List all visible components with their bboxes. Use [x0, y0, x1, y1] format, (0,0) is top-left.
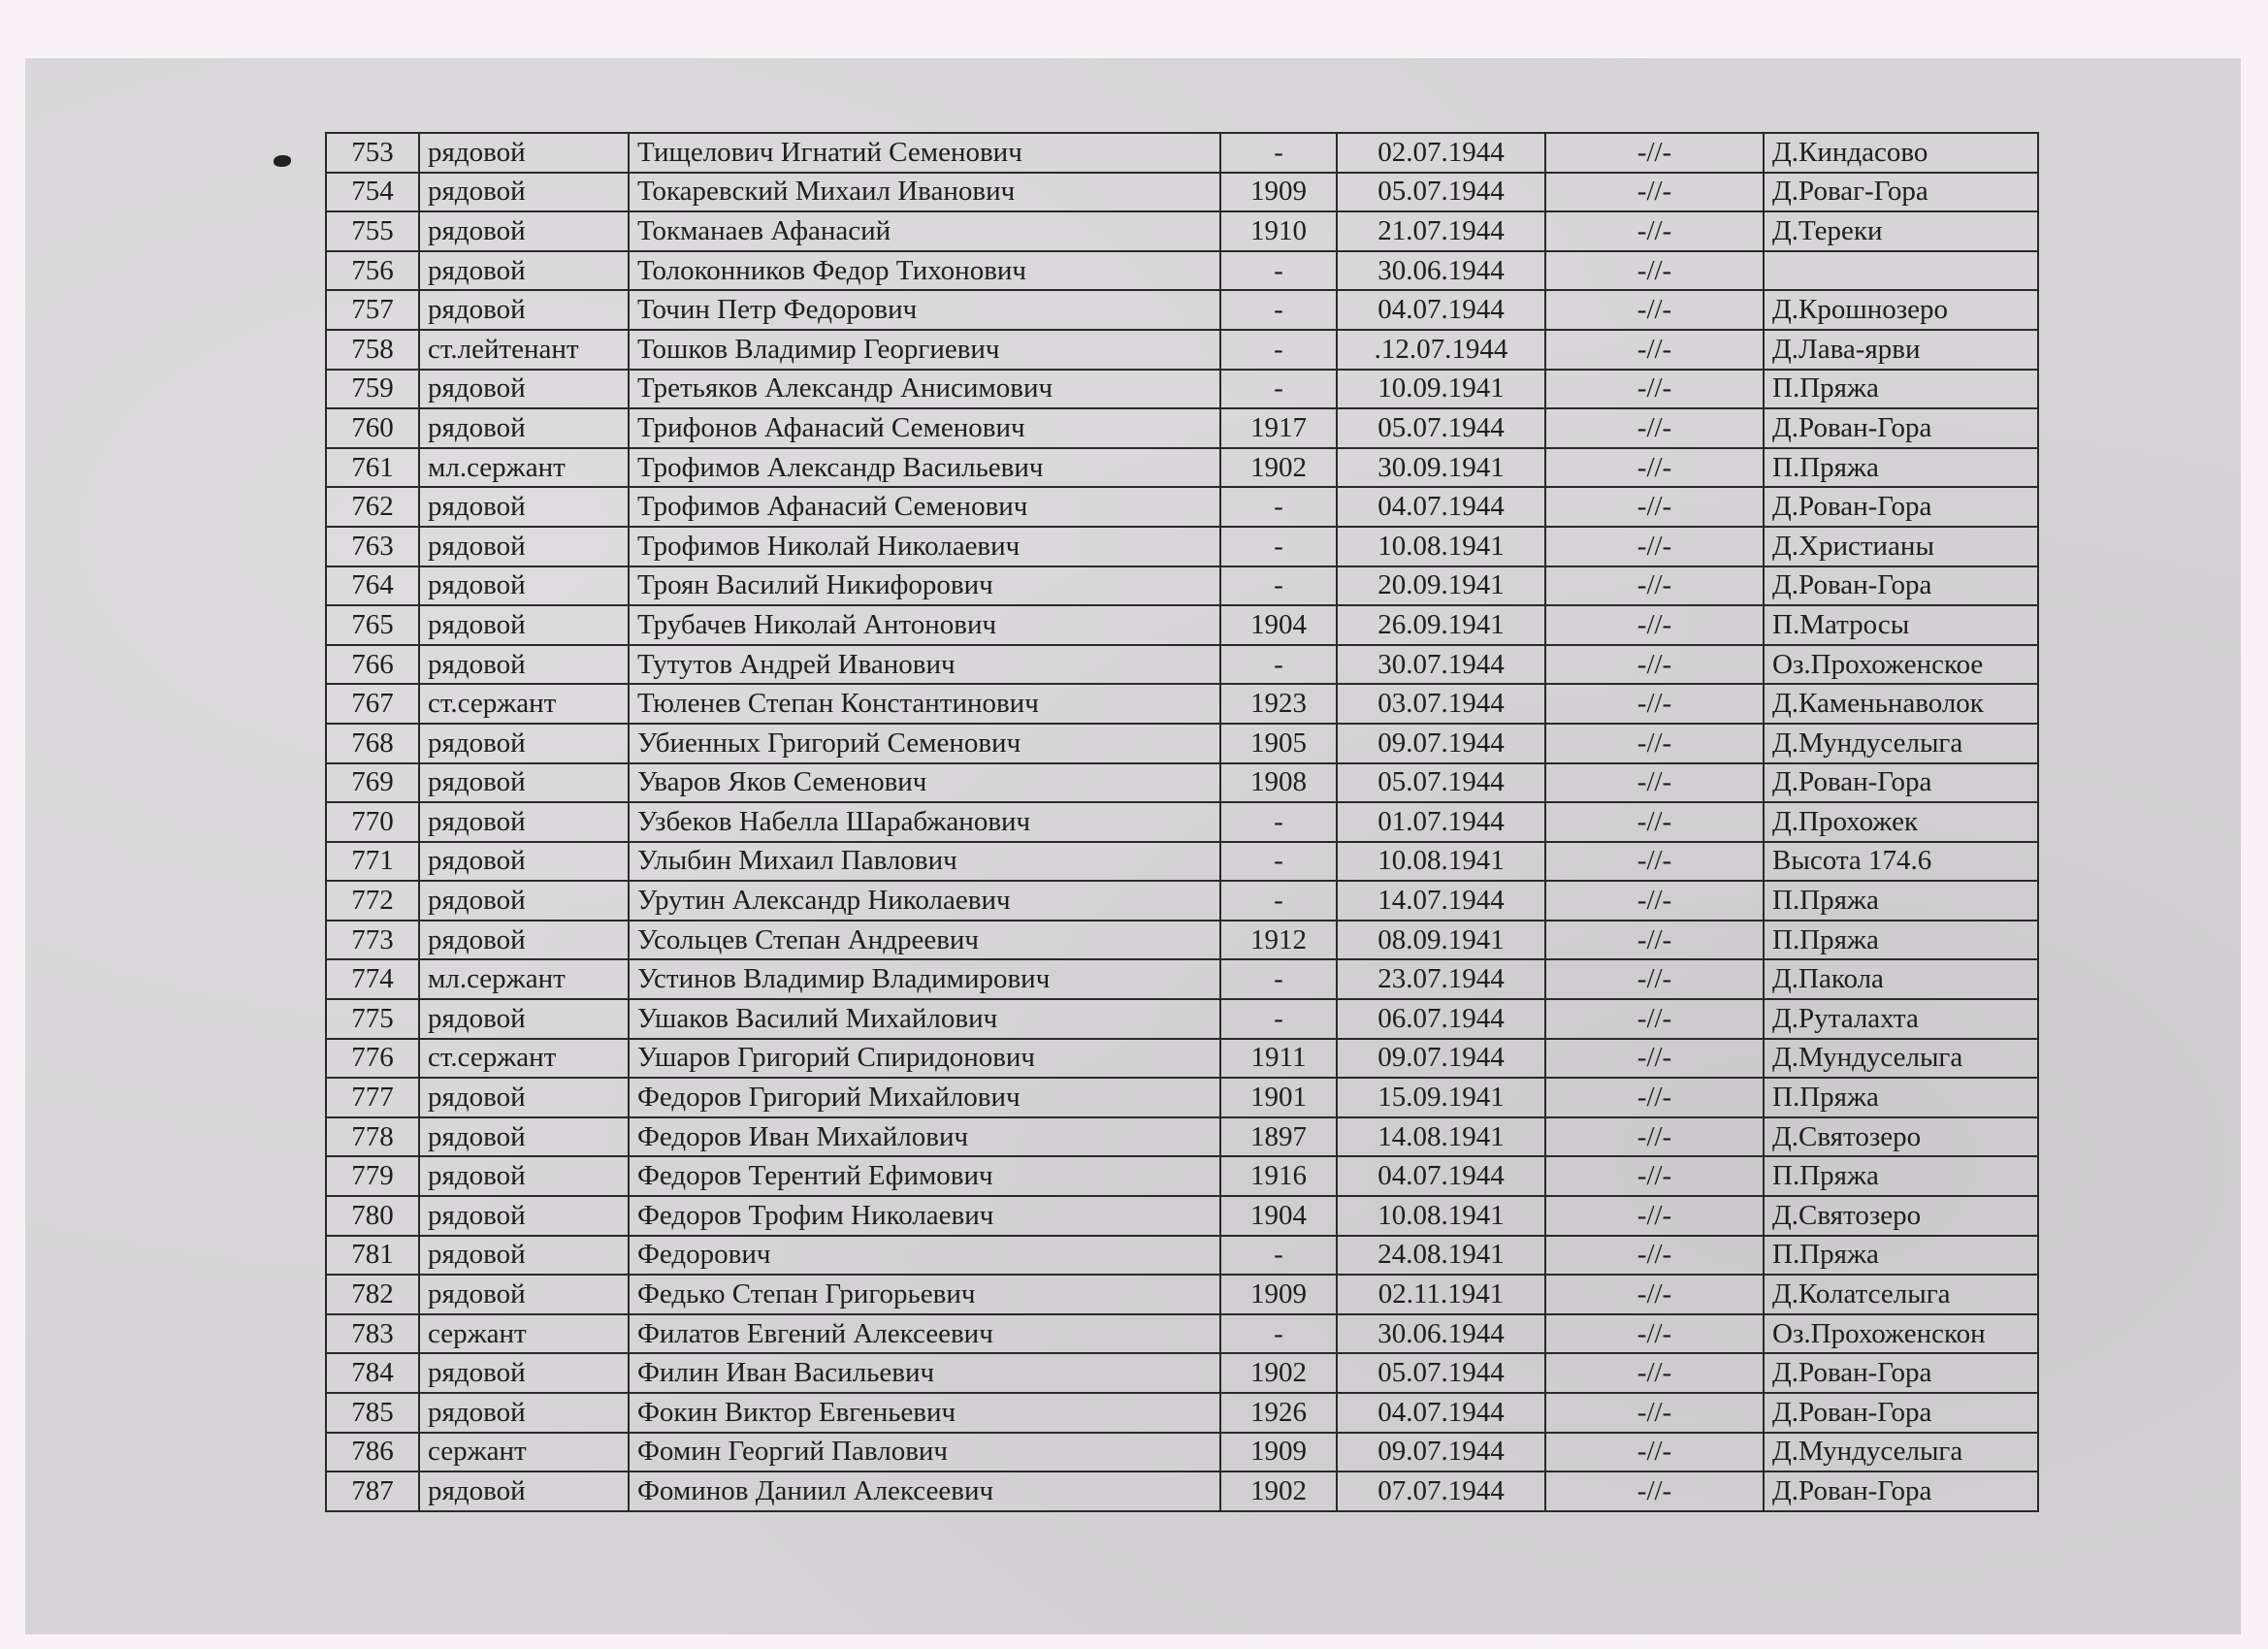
birth-year-cell: - [1220, 1236, 1337, 1276]
death-date-cell: 05.07.1944 [1337, 173, 1545, 212]
birth-year-cell: 1897 [1220, 1117, 1337, 1157]
table-row [326, 842, 2038, 882]
table-row [326, 527, 2038, 566]
rank-cell: рядовой [419, 1196, 629, 1236]
birth-year-cell: 1902 [1220, 1353, 1337, 1393]
record-number: 765 [326, 605, 419, 645]
table-row [326, 1393, 2038, 1433]
ditto-mark-cell: -//- [1545, 921, 1764, 960]
name-cell: Федоров Терентий Ефимович [629, 1156, 1220, 1196]
ditto-mark-cell: -//- [1545, 1117, 1764, 1157]
ditto-mark-cell: -//- [1545, 645, 1764, 685]
ink-mark [274, 155, 291, 167]
death-date-cell: 30.06.1944 [1337, 251, 1545, 291]
record-number: 762 [326, 487, 419, 527]
record-number: 772 [326, 881, 419, 921]
record-number: 757 [326, 290, 419, 330]
rank-cell: рядовой [419, 290, 629, 330]
table-row [326, 487, 2038, 527]
birth-year-cell: - [1220, 959, 1337, 999]
ditto-mark-cell: -//- [1545, 1078, 1764, 1117]
record-number: 786 [326, 1433, 419, 1472]
burial-place-cell: Д.Прохожек [1764, 802, 2038, 842]
death-date-cell: 04.07.1944 [1337, 1393, 1545, 1433]
record-number: 756 [326, 251, 419, 291]
ditto-mark-cell: -//- [1545, 881, 1764, 921]
table-row [326, 802, 2038, 842]
ditto-mark-cell: -//- [1545, 448, 1764, 488]
ditto-mark-cell: -//- [1545, 330, 1764, 370]
rank-cell: мл.сержант [419, 448, 629, 488]
burial-place-cell: Д.Тереки [1764, 211, 2038, 251]
record-number: 787 [326, 1471, 419, 1511]
record-number: 759 [326, 370, 419, 409]
record-number: 753 [326, 133, 419, 173]
rank-cell: рядовой [419, 802, 629, 842]
ditto-mark-cell: -//- [1545, 173, 1764, 212]
burial-place-cell [1764, 251, 2038, 291]
table-row [326, 1039, 2038, 1079]
death-date-cell: 02.07.1944 [1337, 133, 1545, 173]
table-row [326, 1433, 2038, 1472]
name-cell: Уваров Яков Семенович [629, 763, 1220, 803]
burial-place-cell: Д.Крошнозеро [1764, 290, 2038, 330]
birth-year-cell: 1904 [1220, 605, 1337, 645]
ditto-mark-cell: -//- [1545, 408, 1764, 448]
table-row [326, 1236, 2038, 1276]
ditto-mark-cell: -//- [1545, 1433, 1764, 1472]
table-row [326, 1196, 2038, 1236]
table-row [326, 173, 2038, 212]
ditto-mark-cell: -//- [1545, 763, 1764, 803]
burial-place-cell: Д.Рован-Гора [1764, 487, 2038, 527]
ditto-mark-cell: -//- [1545, 842, 1764, 882]
burial-place-cell: П.Пряжа [1764, 370, 2038, 409]
ditto-mark-cell: -//- [1545, 1393, 1764, 1433]
burial-place-cell: Д.Пакола [1764, 959, 2038, 999]
record-number: 774 [326, 959, 419, 999]
birth-year-cell: - [1220, 251, 1337, 291]
rank-cell: рядовой [419, 645, 629, 685]
name-cell: Токманаев Афанасий [629, 211, 1220, 251]
rank-cell: рядовой [419, 1078, 629, 1117]
burial-place-cell: Д.Рован-Гора [1764, 566, 2038, 606]
rank-cell: рядовой [419, 881, 629, 921]
record-number: 754 [326, 173, 419, 212]
name-cell: Трубачев Николай Антонович [629, 605, 1220, 645]
record-number: 779 [326, 1156, 419, 1196]
birth-year-cell: - [1220, 330, 1337, 370]
table-row [326, 251, 2038, 291]
death-date-cell: 02.11.1941 [1337, 1275, 1545, 1314]
rank-cell: рядовой [419, 1156, 629, 1196]
birth-year-cell: 1904 [1220, 1196, 1337, 1236]
birth-year-cell: 1909 [1220, 1433, 1337, 1472]
record-number: 777 [326, 1078, 419, 1117]
birth-year-cell: - [1220, 881, 1337, 921]
table-row [326, 1117, 2038, 1157]
birth-year-cell: 1905 [1220, 724, 1337, 763]
table-row [326, 684, 2038, 724]
birth-year-cell: 1910 [1220, 211, 1337, 251]
burial-place-cell: Д.Киндасово [1764, 133, 2038, 173]
name-cell: Тищелович Игнатий Семенович [629, 133, 1220, 173]
birth-year-cell: - [1220, 290, 1337, 330]
rank-cell: рядовой [419, 133, 629, 173]
birth-year-cell: 1908 [1220, 763, 1337, 803]
burial-place-cell: Д.Мундуселыга [1764, 1039, 2038, 1079]
roster-table [325, 132, 2039, 1512]
name-cell: Филин Иван Васильевич [629, 1353, 1220, 1393]
rank-cell: рядовой [419, 487, 629, 527]
death-date-cell: 15.09.1941 [1337, 1078, 1545, 1117]
name-cell: Фоминов Даниил Алексеевич [629, 1471, 1220, 1511]
death-date-cell: 10.08.1941 [1337, 842, 1545, 882]
name-cell: Федоров Иван Михайлович [629, 1117, 1220, 1157]
burial-place-cell: Д.Мундуселыга [1764, 724, 2038, 763]
burial-place-cell: Д.Рован-Гора [1764, 1471, 2038, 1511]
death-date-cell: 09.07.1944 [1337, 1433, 1545, 1472]
burial-place-cell: Д.Рован-Гора [1764, 1353, 2038, 1393]
name-cell: Урутин Александр Николаевич [629, 881, 1220, 921]
death-date-cell: 05.07.1944 [1337, 408, 1545, 448]
table-row [326, 645, 2038, 685]
name-cell: Трофимов Николай Николаевич [629, 527, 1220, 566]
death-date-cell: 09.07.1944 [1337, 724, 1545, 763]
table-row [326, 921, 2038, 960]
death-date-cell: 04.07.1944 [1337, 487, 1545, 527]
ditto-mark-cell: -//- [1545, 527, 1764, 566]
rank-cell: рядовой [419, 251, 629, 291]
record-number: 758 [326, 330, 419, 370]
name-cell: Ушаров Григорий Спиридонович [629, 1039, 1220, 1079]
burial-place-cell: Оз.Прохоженскон [1764, 1314, 2038, 1354]
birth-year-cell: - [1220, 527, 1337, 566]
table-row [326, 1353, 2038, 1393]
birth-year-cell: - [1220, 370, 1337, 409]
rank-cell: рядовой [419, 1393, 629, 1433]
record-number: 782 [326, 1275, 419, 1314]
name-cell: Федько Степан Григорьевич [629, 1275, 1220, 1314]
name-cell: Третьяков Александр Анисимович [629, 370, 1220, 409]
name-cell: Трофимов Александр Васильевич [629, 448, 1220, 488]
table-row [326, 881, 2038, 921]
table-row [326, 724, 2038, 763]
birth-year-cell: - [1220, 645, 1337, 685]
table-row [326, 290, 2038, 330]
death-date-cell: 10.08.1941 [1337, 1196, 1545, 1236]
death-date-cell: 09.07.1944 [1337, 1039, 1545, 1079]
record-number: 771 [326, 842, 419, 882]
rank-cell: рядовой [419, 1353, 629, 1393]
record-number: 784 [326, 1353, 419, 1393]
ditto-mark-cell: -//- [1545, 290, 1764, 330]
burial-place-cell: П.Пряжа [1764, 881, 2038, 921]
ditto-mark-cell: -//- [1545, 1471, 1764, 1511]
table-row [326, 1471, 2038, 1511]
name-cell: Тюленев Степан Константинович [629, 684, 1220, 724]
birth-year-cell: 1902 [1220, 1471, 1337, 1511]
table-row [326, 1275, 2038, 1314]
record-number: 781 [326, 1236, 419, 1276]
record-number: 778 [326, 1117, 419, 1157]
rank-cell: рядовой [419, 527, 629, 566]
table-row [326, 763, 2038, 803]
death-date-cell: 30.09.1941 [1337, 448, 1545, 488]
rank-cell: ст.сержант [419, 684, 629, 724]
table-row [326, 1314, 2038, 1354]
ditto-mark-cell: -//- [1545, 1039, 1764, 1079]
rank-cell: рядовой [419, 1275, 629, 1314]
death-date-cell: 04.07.1944 [1337, 290, 1545, 330]
table-row [326, 999, 2038, 1039]
birth-year-cell: 1901 [1220, 1078, 1337, 1117]
table-row [326, 566, 2038, 606]
record-number: 760 [326, 408, 419, 448]
death-date-cell: 06.07.1944 [1337, 999, 1545, 1039]
table-row [326, 448, 2038, 488]
death-date-cell: 10.08.1941 [1337, 527, 1545, 566]
name-cell: Фомин Георгий Павлович [629, 1433, 1220, 1472]
rank-cell: рядовой [419, 408, 629, 448]
burial-place-cell: Д.Каменьнаволок [1764, 684, 2038, 724]
table-row [326, 211, 2038, 251]
burial-place-cell: П.Пряжа [1764, 921, 2038, 960]
burial-place-cell: П.Пряжа [1764, 448, 2038, 488]
table-row [326, 1156, 2038, 1196]
ditto-mark-cell: -//- [1545, 999, 1764, 1039]
birth-year-cell: 1909 [1220, 1275, 1337, 1314]
record-number: 773 [326, 921, 419, 960]
record-number: 764 [326, 566, 419, 606]
ditto-mark-cell: -//- [1545, 959, 1764, 999]
burial-place-cell: П.Пряжа [1764, 1236, 2038, 1276]
rank-cell: рядовой [419, 763, 629, 803]
name-cell: Узбеков Набелла Шарабжанович [629, 802, 1220, 842]
ditto-mark-cell: -//- [1545, 724, 1764, 763]
name-cell: Федоров Григорий Михайлович [629, 1078, 1220, 1117]
death-date-cell: 08.09.1941 [1337, 921, 1545, 960]
death-date-cell: 01.07.1944 [1337, 802, 1545, 842]
death-date-cell: 14.08.1941 [1337, 1117, 1545, 1157]
ditto-mark-cell: -//- [1545, 487, 1764, 527]
name-cell: Тошков Владимир Георгиевич [629, 330, 1220, 370]
death-date-cell: 10.09.1941 [1337, 370, 1545, 409]
birth-year-cell: 1926 [1220, 1393, 1337, 1433]
death-date-cell: 26.09.1941 [1337, 605, 1545, 645]
table-row [326, 133, 2038, 173]
name-cell: Толоконников Федор Тихонович [629, 251, 1220, 291]
rank-cell: мл.сержант [419, 959, 629, 999]
birth-year-cell: - [1220, 999, 1337, 1039]
ditto-mark-cell: -//- [1545, 684, 1764, 724]
death-date-cell: 03.07.1944 [1337, 684, 1545, 724]
birth-year-cell: - [1220, 487, 1337, 527]
rank-cell: рядовой [419, 724, 629, 763]
ditto-mark-cell: -//- [1545, 605, 1764, 645]
death-date-cell: 30.07.1944 [1337, 645, 1545, 685]
death-date-cell: 04.07.1944 [1337, 1156, 1545, 1196]
table-row [326, 605, 2038, 645]
record-number: 785 [326, 1393, 419, 1433]
ditto-mark-cell: -//- [1545, 566, 1764, 606]
death-date-cell: 30.06.1944 [1337, 1314, 1545, 1354]
burial-place-cell: П.Пряжа [1764, 1078, 2038, 1117]
ditto-mark-cell: -//- [1545, 1196, 1764, 1236]
name-cell: Точин Петр Федорович [629, 290, 1220, 330]
rank-cell: сержант [419, 1314, 629, 1354]
burial-place-cell: П.Пряжа [1764, 1156, 2038, 1196]
birth-year-cell: 1916 [1220, 1156, 1337, 1196]
record-number: 780 [326, 1196, 419, 1236]
rank-cell: рядовой [419, 842, 629, 882]
name-cell: Токаревский Михаил Иванович [629, 173, 1220, 212]
rank-cell: рядовой [419, 566, 629, 606]
burial-place-cell: Д.Рован-Гора [1764, 1393, 2038, 1433]
death-date-cell: 05.07.1944 [1337, 1353, 1545, 1393]
rank-cell: ст.сержант [419, 1039, 629, 1079]
ditto-mark-cell: -//- [1545, 1314, 1764, 1354]
birth-year-cell: 1909 [1220, 173, 1337, 212]
birth-year-cell: 1911 [1220, 1039, 1337, 1079]
name-cell: Федорович [629, 1236, 1220, 1276]
burial-place-cell: Д.Лава-ярви [1764, 330, 2038, 370]
rank-cell: ст.лейтенант [419, 330, 629, 370]
death-date-cell: 24.08.1941 [1337, 1236, 1545, 1276]
table-row [326, 370, 2038, 409]
record-number: 770 [326, 802, 419, 842]
record-number: 755 [326, 211, 419, 251]
burial-place-cell: Высота 174.6 [1764, 842, 2038, 882]
record-number: 769 [326, 763, 419, 803]
burial-place-cell: Д.Рован-Гора [1764, 408, 2038, 448]
table-row [326, 330, 2038, 370]
name-cell: Трофимов Афанасий Семенович [629, 487, 1220, 527]
death-date-cell: .12.07.1944 [1337, 330, 1545, 370]
rank-cell: сержант [419, 1433, 629, 1472]
record-number: 763 [326, 527, 419, 566]
burial-place-cell: Д.Руталахта [1764, 999, 2038, 1039]
burial-place-cell: Д.Святозеро [1764, 1117, 2038, 1157]
birth-year-cell: - [1220, 842, 1337, 882]
ditto-mark-cell: -//- [1545, 1236, 1764, 1276]
name-cell: Трифонов Афанасий Семенович [629, 408, 1220, 448]
rank-cell: рядовой [419, 370, 629, 409]
burial-place-cell: Д.Рован-Гора [1764, 763, 2038, 803]
table-row [326, 408, 2038, 448]
rank-cell: рядовой [419, 1117, 629, 1157]
birth-year-cell: - [1220, 133, 1337, 173]
death-date-cell: 23.07.1944 [1337, 959, 1545, 999]
birth-year-cell: 1917 [1220, 408, 1337, 448]
record-number: 768 [326, 724, 419, 763]
birth-year-cell: 1902 [1220, 448, 1337, 488]
rank-cell: рядовой [419, 999, 629, 1039]
birth-year-cell: 1912 [1220, 921, 1337, 960]
death-date-cell: 07.07.1944 [1337, 1471, 1545, 1511]
burial-place-cell: Оз.Прохоженское [1764, 645, 2038, 685]
death-date-cell: 21.07.1944 [1337, 211, 1545, 251]
ditto-mark-cell: -//- [1545, 1353, 1764, 1393]
death-date-cell: 14.07.1944 [1337, 881, 1545, 921]
name-cell: Фокин Виктор Евгеньевич [629, 1393, 1220, 1433]
name-cell: Улыбин Михаил Павлович [629, 842, 1220, 882]
burial-place-cell: Д.Святозеро [1764, 1196, 2038, 1236]
burial-place-cell: Д.Мундуселыга [1764, 1433, 2038, 1472]
burial-place-cell: П.Матросы [1764, 605, 2038, 645]
record-number: 767 [326, 684, 419, 724]
death-date-cell: 20.09.1941 [1337, 566, 1545, 606]
name-cell: Убиенных Григорий Семенович [629, 724, 1220, 763]
rank-cell: рядовой [419, 1236, 629, 1276]
name-cell: Филатов Евгений Алексеевич [629, 1314, 1220, 1354]
name-cell: Федоров Трофим Николаевич [629, 1196, 1220, 1236]
rank-cell: рядовой [419, 173, 629, 212]
record-number: 761 [326, 448, 419, 488]
name-cell: Ушаков Василий Михайлович [629, 999, 1220, 1039]
record-number: 775 [326, 999, 419, 1039]
table-row [326, 1078, 2038, 1117]
rank-cell: рядовой [419, 211, 629, 251]
name-cell: Устинов Владимир Владимирович [629, 959, 1220, 999]
ditto-mark-cell: -//- [1545, 211, 1764, 251]
burial-place-cell: Д.Роваг-Гора [1764, 173, 2038, 212]
name-cell: Троян Василий Никифорович [629, 566, 1220, 606]
ditto-mark-cell: -//- [1545, 1156, 1764, 1196]
birth-year-cell: - [1220, 1314, 1337, 1354]
rank-cell: рядовой [419, 605, 629, 645]
death-date-cell: 05.07.1944 [1337, 763, 1545, 803]
table-row [326, 959, 2038, 999]
birth-year-cell: - [1220, 802, 1337, 842]
birth-year-cell: - [1220, 566, 1337, 606]
record-number: 783 [326, 1314, 419, 1354]
ditto-mark-cell: -//- [1545, 251, 1764, 291]
name-cell: Тутутов Андрей Иванович [629, 645, 1220, 685]
name-cell: Усольцев Степан Андреевич [629, 921, 1220, 960]
burial-place-cell: Д.Колатселыга [1764, 1275, 2038, 1314]
rank-cell: рядовой [419, 921, 629, 960]
birth-year-cell: 1923 [1220, 684, 1337, 724]
record-number: 766 [326, 645, 419, 685]
ditto-mark-cell: -//- [1545, 370, 1764, 409]
burial-place-cell: Д.Христианы [1764, 527, 2038, 566]
roster-body [326, 133, 2038, 1511]
ditto-mark-cell: -//- [1545, 802, 1764, 842]
ditto-mark-cell: -//- [1545, 133, 1764, 173]
record-number: 776 [326, 1039, 419, 1079]
ditto-mark-cell: -//- [1545, 1275, 1764, 1314]
rank-cell: рядовой [419, 1471, 629, 1511]
